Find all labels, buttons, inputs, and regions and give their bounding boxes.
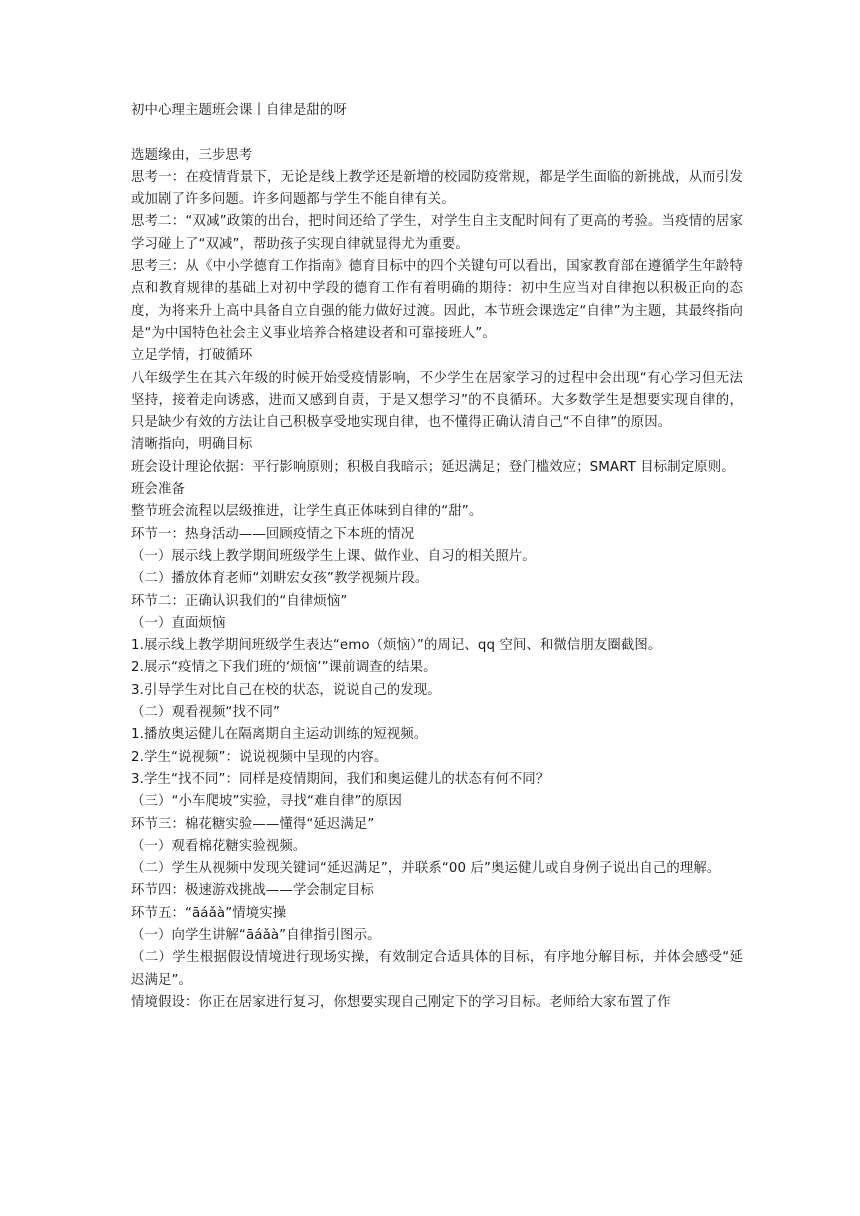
- paragraph: 整节班会流程以层级推进，让学生真正体味到自律的“甜”。: [131, 504, 483, 520]
- paragraph: 班会设计理论依据：平行影响原则；积极自我暗示；延迟满足；登门槛效应；SMART 目标制定原则。: [131, 459, 735, 475]
- paragraph: 思考二：“双减”政策的出台，把时间还给了学生，对学生自主支配时间有了更高的考验。当疫情的居家学习碰上了“双减”，帮助孩子实现自律就显得尤为重要。: [131, 214, 743, 252]
- section-heading: 选题缘由，三步思考: [131, 147, 253, 163]
- section-heading: 清晰指向，明确目标: [131, 437, 253, 453]
- list-item: 1.展示线上教学期间班级学生表达“emo（烦恼）”的周记、qq 空间、和微信朋友圈截图。: [131, 638, 662, 654]
- document-page: [131, 100, 743, 1014]
- list-item: 2.学生“说视频”：说说视频中呈现的内容。: [131, 749, 388, 765]
- document-title: 初中心理主题班会课丨自律是甜的呀: [131, 103, 347, 118]
- list-item: （二）学生从视频中发现关键词“延迟满足”，并联系“00 后”奥运健儿或自身例子说出自己的理解。: [131, 861, 721, 877]
- list-item: 3.引导学生对比自己在校的状态，说说自己的发现。: [131, 682, 441, 698]
- list-item: 3.学生“找不同”：同样是疫情期间，我们和奥运健儿的状态有何不同？: [131, 771, 550, 787]
- list-item: （一）向学生讲解“āáǎà”自律指引图示。: [131, 927, 381, 943]
- list-item: （二）学生根据假设情境进行现场实操，有效制定合适具体的目标，有序地分解目标，并体会感受“延迟满足”。: [131, 950, 743, 988]
- list-item: （一）展示线上教学期间班级学生上课、做作业、自习的相关照片。: [131, 548, 536, 564]
- section-heading: 立足学情，打破循环: [131, 348, 253, 364]
- section-heading: 班会准备: [131, 482, 185, 498]
- paragraph: 思考一：在疫情背景下，无论是线上教学还是新增的校园防疫常规，都是学生面临的新挑战，从而引发或加剧了许多问题。许多问题都与学生不能自律有关。: [131, 169, 743, 208]
- step-heading: 环节二：正确认识我们的“自律烦恼”: [131, 593, 348, 609]
- document-body: [131, 145, 743, 1015]
- step-heading: 环节五：“āáǎà”情境实操: [131, 905, 287, 921]
- list-item: （一）观看棉花糖实验视频。: [131, 838, 307, 854]
- list-item: 1.播放奥运健儿在隔离期自主运动训练的短视频。: [131, 727, 428, 743]
- step-heading: 环节三：棉花糖实验——懂得“延迟满足”: [131, 816, 375, 832]
- paragraph: 情境假设：你正在居家进行复习，你想要实现自己刚定下的学习目标。老师给大家布置了作: [131, 994, 671, 1010]
- list-item: 2.展示“疫情之下我们班的‘烦恼’”课前调查的结果。: [131, 660, 437, 676]
- step-heading: 环节四：极速游戏挑战——学会制定目标: [131, 883, 374, 899]
- step-heading: 环节一：热身活动——回顾疫情之下本班的情况: [131, 526, 415, 542]
- list-item: （三）“小车爬坡”实验，寻找“难自律”的原因: [131, 794, 402, 810]
- paragraph: 思考三：从《中小学德育工作指南》德育目标中的四个关键句可以看出，国家教育部在遵循学生年龄特点和教育规律的基础上对初中学段的德育工作有着明确的期待：初中生应当对自律抱以积极正向的态度，为将来升上高中具备自立自强的能力做好过渡。因此，本节班会课选定“自律”为主题，其最终指向是“为中国特色社会主义事业培养合格建设者和可靠接班人”。: [131, 259, 743, 341]
- list-item: （二）观看视频“找不同”: [131, 705, 280, 721]
- list-item: （一）直面烦恼: [131, 615, 226, 631]
- paragraph: 八年级学生在其六年级的时候开始受疫情影响，不少学生在居家学习的过程中会出现“有心学习但无法坚持，接着走向诱惑，进而又感到自责，于是又想学习”的不良循环。大多数学生是想要实现自律的，只是缺少有效的方法让自己积极享受地实现自律，也不懂得正确认清自己“不自律”的原因。: [131, 370, 743, 431]
- list-item: （二）播放体育老师“刘畊宏女孩”教学视频片段。: [131, 571, 429, 587]
